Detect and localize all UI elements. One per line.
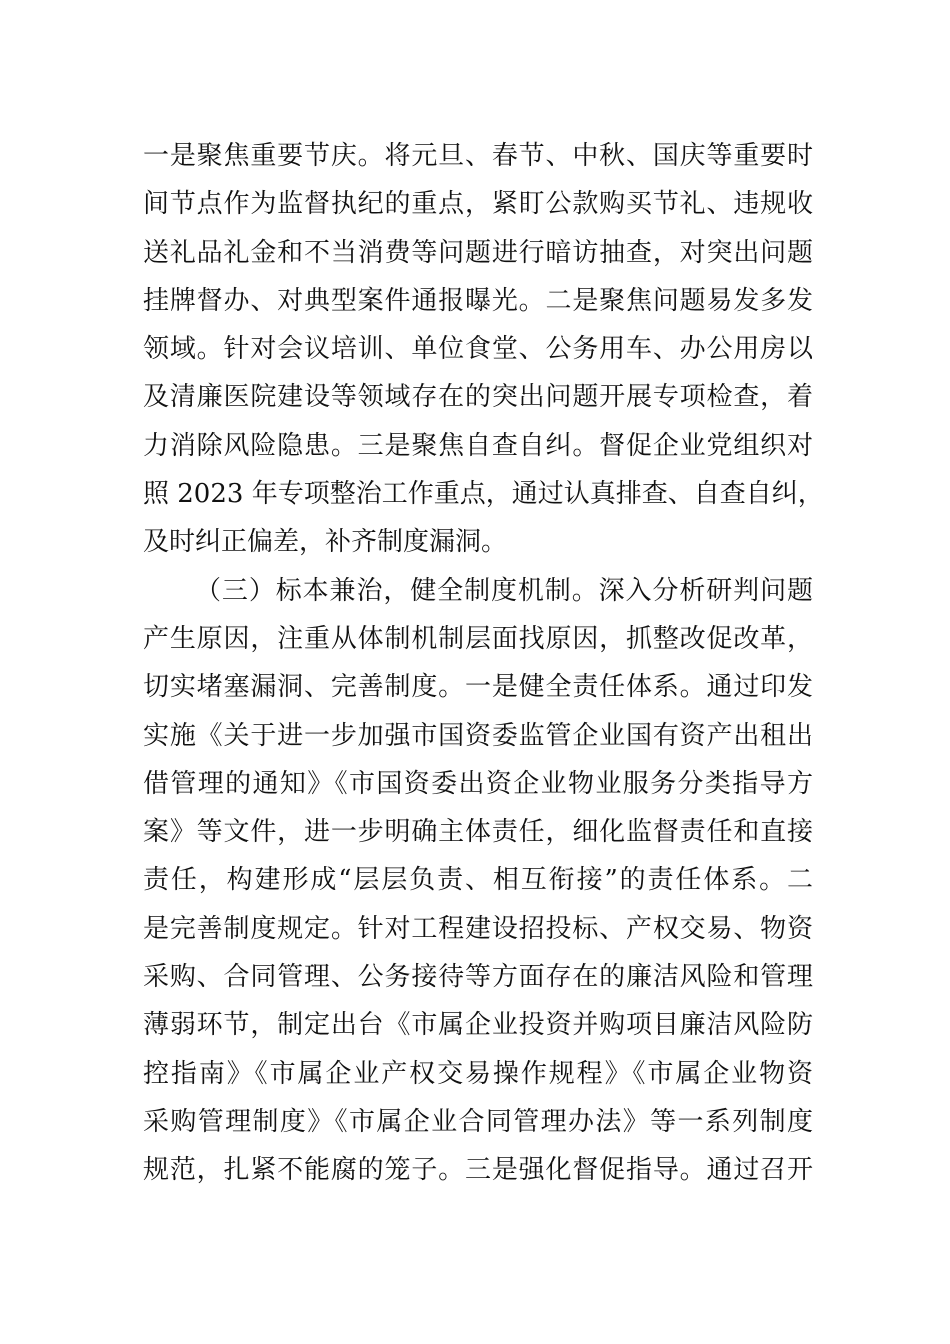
text-line: 采购管理制度》《市属企业合同管理办法》等一系列制度 — [143, 1106, 813, 1137]
text-line: 产生原因，注重从体制机制层面找原因，抓整改促改革， — [143, 623, 813, 654]
text-line: 实施《关于进一步加强市国资委监管企业国有资产出租出 — [143, 720, 813, 751]
text-line: 间节点作为监督执纪的重点，紧盯公款购买节礼、违规收 — [143, 189, 813, 220]
text-line: 薄弱环节，制定出台《市属企业投资并购项目廉洁风险防 — [143, 1010, 813, 1041]
text-line: 力消除风险隐患。三是聚焦自查自纠。督促企业党组织对 — [143, 430, 813, 461]
text-line: 一是聚焦重要节庆。将元旦、春节、中秋、国庆等重要时 — [143, 141, 813, 171]
text-line: 挂牌督办、对典型案件通报曝光。二是聚焦问题易发多发 — [143, 285, 813, 316]
text-line: 是完善制度规定。针对工程建设招投标、产权交易、物资 — [143, 913, 813, 944]
section-heading-line: （三）标本兼治，健全制度机制。深入分析研判问题 — [195, 575, 813, 606]
paragraph-end-line: 及时纠正偏差，补齐制度漏洞。 — [143, 527, 508, 558]
text-line: 切实堵塞漏洞、完善制度。一是健全责任体系。通过印发 — [143, 672, 813, 703]
text-line: 案》等文件，进一步明确主体责任，细化监督责任和直接 — [143, 817, 813, 848]
text-line: 规范，扎紧不能腐的笼子。三是强化督促指导。通过召开 — [143, 1155, 813, 1186]
text-line: 及清廉医院建设等领域存在的突出问题开展专项检查，着 — [143, 382, 813, 413]
text-line: 采购、合同管理、公务接待等方面存在的廉洁风险和管理 — [143, 962, 813, 993]
text-line: 送礼品礼金和不当消费等问题进行暗访抽查，对突出问题 — [143, 237, 813, 268]
text-line: 照 2023 年专项整治工作重点，通过认真排查、自查自纠， — [143, 479, 824, 510]
text-line: 责任，构建形成“层层负责、相互衔接”的责任体系。二 — [143, 865, 813, 896]
body-text — [143, 132, 824, 1195]
text-line: 控指南》《市属企业产权交易操作规程》《市属企业物资 — [143, 1058, 813, 1089]
text-line: 借管理的通知》《市国资委出资企业物业服务分类指导方 — [143, 768, 813, 799]
text-line: 领域。针对会议培训、单位食堂、公务用车、办公用房以 — [143, 334, 813, 365]
